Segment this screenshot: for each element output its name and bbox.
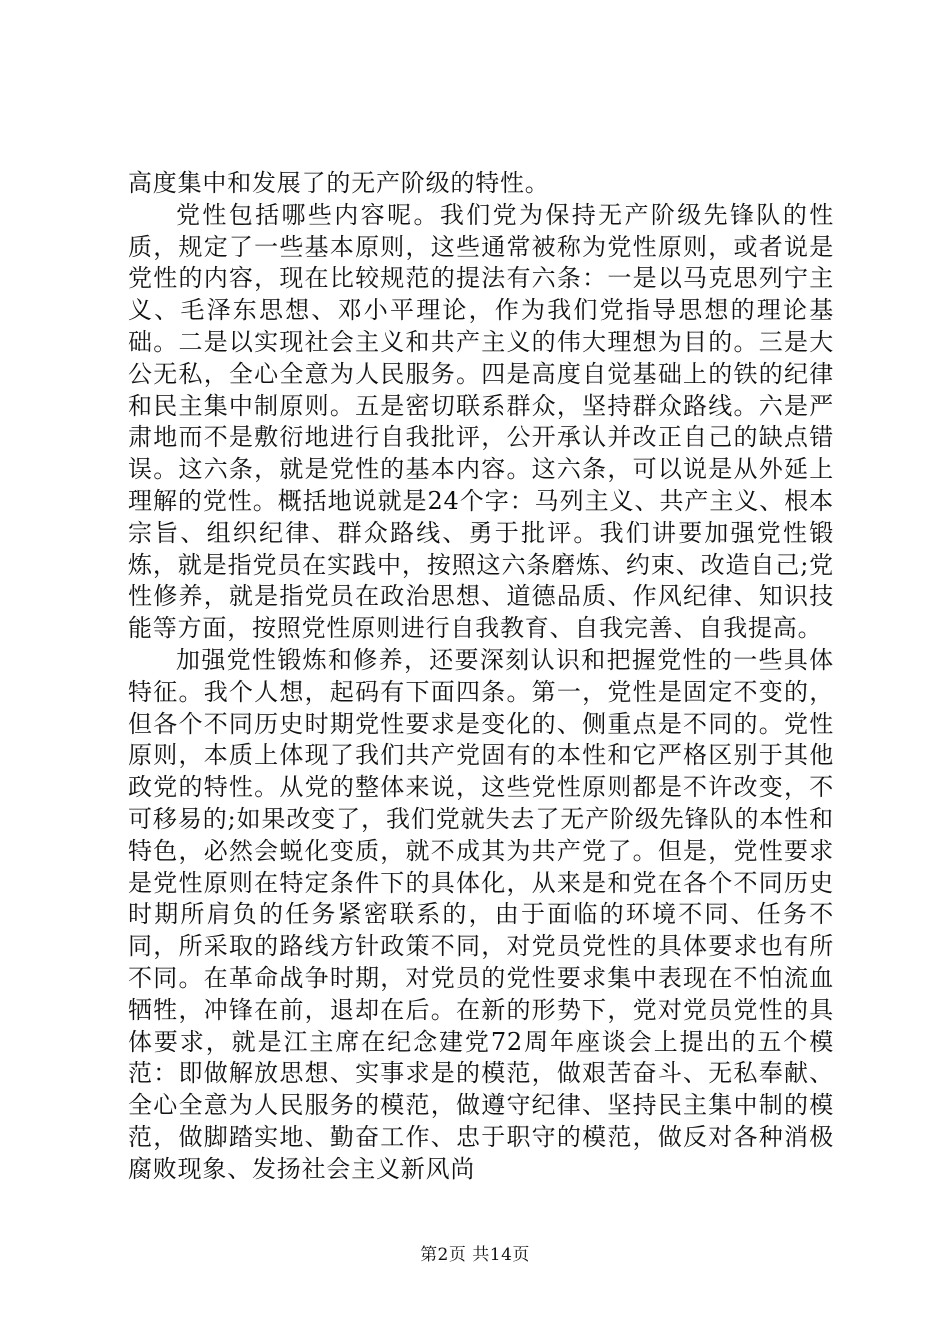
document-body bbox=[128, 168, 834, 1186]
page-number-footer: 第2页 共14页 bbox=[420, 1245, 530, 1265]
paragraph-continuation: 高度集中和发展了的无产阶级的特性。 bbox=[128, 169, 550, 197]
paragraph-party-content: 党性包括哪些内容呢。我们党为保持无产阶级先锋队的性质，规定了一些基本原则，这些通常被称为党性原则，或者说是党性的内容，现在比较规范的提法有六条：一是以马克思列宁主义、毛泽东思想、邓小平理论，作为我们党指导思想的理论基础。二是以实现社会主义和共产主义的伟大理想为目的。三是大公无私，全心全意为人民服务。四是高度自觉基础上的铁的纪律和民主集中制原则。五是密切联系群众，坚持群众路线。六是严肃地而不是敷衍地进行自我批评，公开承认并改正自己的缺点错误。这六条，就是党性的基本内容。这六条，可以说是从外延上理解的党性。概括地说就是24个字：马列主义、共产主义、根本宗旨、组织纪律、群众路线、勇于批评。我们讲要加强党性锻炼，就是指党员在实践中，按照这六条磨炼、约束、改造自己;党性修养，就是指党员在政治思想、道德品质、作风纪律、知识技能等方面，按照党性原则进行自我教育、自我完善、自我提高。 bbox=[128, 200, 834, 643]
paragraph-party-features: 加强党性锻炼和修养，还要深刻认识和把握党性的一些具体特征。我个人想，起码有下面四条。第一，党性是固定不变的，但各个不同历史时期党性要求是变化的、侧重点是不同的。党性原则，本质上体现了我们共产党固有的本性和它严格区别于其他政党的特性。从党的整体来说，这些党性原则都是不许改变，不可移易的;如果改变了，我们党就失去了无产阶级先锋队的本性和特色，必然会蜕化变质，就不成其为共产党了。但是，党性要求是党性原则在特定条件下的具体化，从来是和党在各个不同历史时期所肩负的任务紧密联系的，由于面临的环境不同、任务不同，所采取的路线方针政策不同，对党员党性的具体要求也有所不同。在革命战争时期，对党员的党性要求集中表现在不怕流血牺牲，冲锋在前，退却在后。在新的形势下，党对党员党性的具体要求，就是江主席在纪念建党72周年座谈会上提出的五个模范：即做解放思想、实事求是的模范，做艰苦奋斗、无私奉献、全心全意为人民服务的模范，做遵守纪律、坚持民主集中制的模范，做脚踏实地、勤奋工作、忠于职守的模范，做反对各种消极腐败现象、发扬社会主义新风尚 bbox=[128, 645, 834, 1183]
